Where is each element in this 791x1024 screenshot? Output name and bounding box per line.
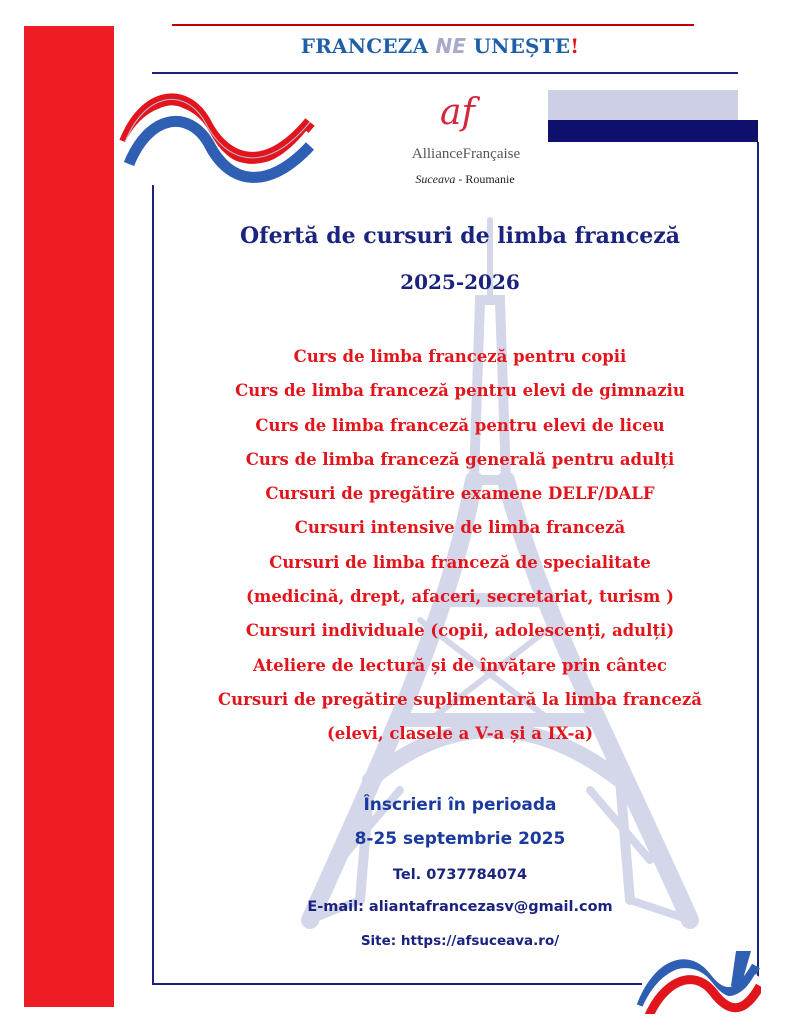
header-word-ne: NE bbox=[435, 34, 467, 58]
lavender-accent-block bbox=[548, 90, 738, 120]
french-ribbon-icon bbox=[115, 82, 315, 192]
course-item: Cursuri intensive de limba franceză bbox=[294, 518, 626, 538]
course-item: Curs de limba franceză pentru copii bbox=[293, 347, 627, 366]
course-item: Curs de limba franceză pentru elevi de gimnaziu bbox=[235, 381, 685, 401]
registration-info bbox=[160, 790, 760, 956]
header-top-rule bbox=[172, 24, 694, 26]
course-item: Curs de limba franceză pentru elevi de liceu bbox=[255, 415, 665, 435]
frame-bottom-border bbox=[152, 983, 642, 985]
offer-title: Ofertă de cursuri de limba franceză bbox=[239, 223, 681, 249]
contact-phone: Tel. 0737784074 bbox=[392, 867, 528, 883]
registration-title: Înscrieri în perioada bbox=[363, 795, 557, 815]
course-item: (elevi, clasele a V-a și a IX-a) bbox=[326, 724, 594, 744]
header-exclamation: ! bbox=[570, 34, 580, 58]
course-item: Cursuri de limba franceză de specialitate bbox=[269, 552, 651, 572]
logo-brand-name: AllianceFrançaise bbox=[411, 146, 521, 162]
course-item: (medicină, drept, afaceri, secretariat, turism ) bbox=[246, 587, 674, 607]
course-list bbox=[160, 342, 760, 754]
course-item: Cursuri de pregătire suplimentară la limba franceză bbox=[218, 689, 702, 709]
course-item: Cursuri individuale (copii, adolescenți, adulți) bbox=[245, 621, 675, 641]
header-word-uneste: UNEȘTE bbox=[473, 34, 571, 58]
contact-email[interactable]: E-mail: aliantafrancezasv@gmail.com bbox=[307, 899, 613, 915]
logo-country: Roumanie bbox=[465, 172, 515, 186]
header-bottom-rule bbox=[152, 72, 738, 74]
frame-left-border bbox=[152, 185, 154, 985]
course-item: Ateliere de lectură și de învățare prin cântec bbox=[253, 655, 667, 675]
red-side-bar bbox=[24, 26, 114, 1007]
header-word-franceza: FRANCEZA bbox=[300, 34, 429, 58]
alliance-francaise-logo-icon bbox=[438, 88, 488, 136]
french-ribbon-bottom-icon bbox=[636, 946, 761, 1014]
registration-dates: 8-25 septembrie 2025 bbox=[354, 829, 566, 849]
logo-separator: - bbox=[455, 172, 466, 186]
logo-location bbox=[398, 172, 532, 187]
offer-year: 2025-2026 bbox=[400, 270, 520, 294]
svg-text:af: af bbox=[440, 92, 475, 133]
logo-city: Suceava bbox=[415, 172, 456, 186]
navy-accent-block bbox=[548, 120, 758, 142]
course-item: Cursuri de pregătire examene DELF/DALF bbox=[265, 484, 655, 504]
page-header-title bbox=[170, 34, 710, 58]
course-item: Curs de limba franceză generală pentru adulți bbox=[245, 449, 675, 469]
contact-website[interactable]: Site: https://afsuceava.ro/ bbox=[360, 933, 560, 949]
